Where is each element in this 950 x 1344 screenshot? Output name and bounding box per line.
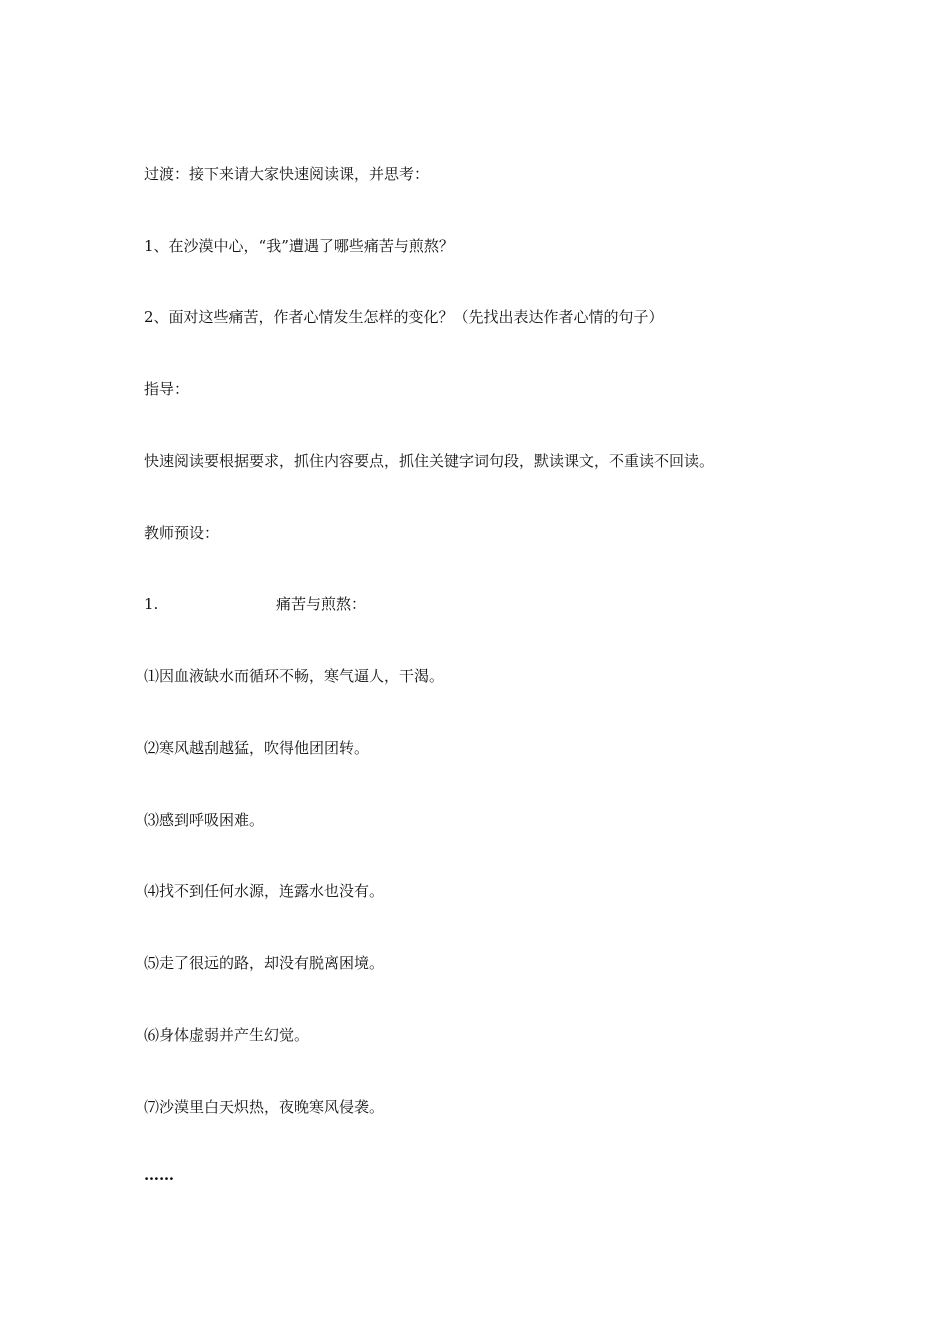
list-item: ⑷找不到任何水源，连露水也没有。 <box>144 882 385 900</box>
list-item: ⑹身体虚弱并产生幻觉。 <box>144 1026 310 1044</box>
preset-item-1 <box>144 594 366 614</box>
list-item: ⑺沙漠里白天炽热，夜晚寒风侵袭。 <box>144 1098 385 1116</box>
ellipsis: …… <box>144 1166 174 1184</box>
guidance-text: 快速阅读要根据要求，抓住内容要点，抓住关键字词句段，默读课文，不重读不回读。 <box>144 452 715 470</box>
preset-heading: 教师预设： <box>144 524 220 542</box>
preset-item-number: 1. <box>144 595 159 613</box>
guidance-heading: 指导： <box>144 380 190 398</box>
list-item: ⑶感到呼吸困难。 <box>144 811 265 829</box>
transition-text: 过渡：接下来请大家快速阅读课，并思考： <box>144 165 430 183</box>
list-item: ⑵寒风越刮越猛，吹得他团团转。 <box>144 739 370 757</box>
preset-item-title: 痛苦与煎熬： <box>276 595 367 613</box>
list-item: ⑴因血液缺水而循环不畅，寒气逼人，干渴。 <box>144 667 445 685</box>
list-item: ⑸走了很远的路，却没有脱离困境。 <box>144 954 385 972</box>
question-1: 1、在沙漠中心，“我”遭遇了哪些痛苦与煎熬？ <box>144 237 454 255</box>
question-2: 2、面对这些痛苦，作者心情发生怎样的变化？（先找出表达作者心情的句子） <box>144 308 664 326</box>
